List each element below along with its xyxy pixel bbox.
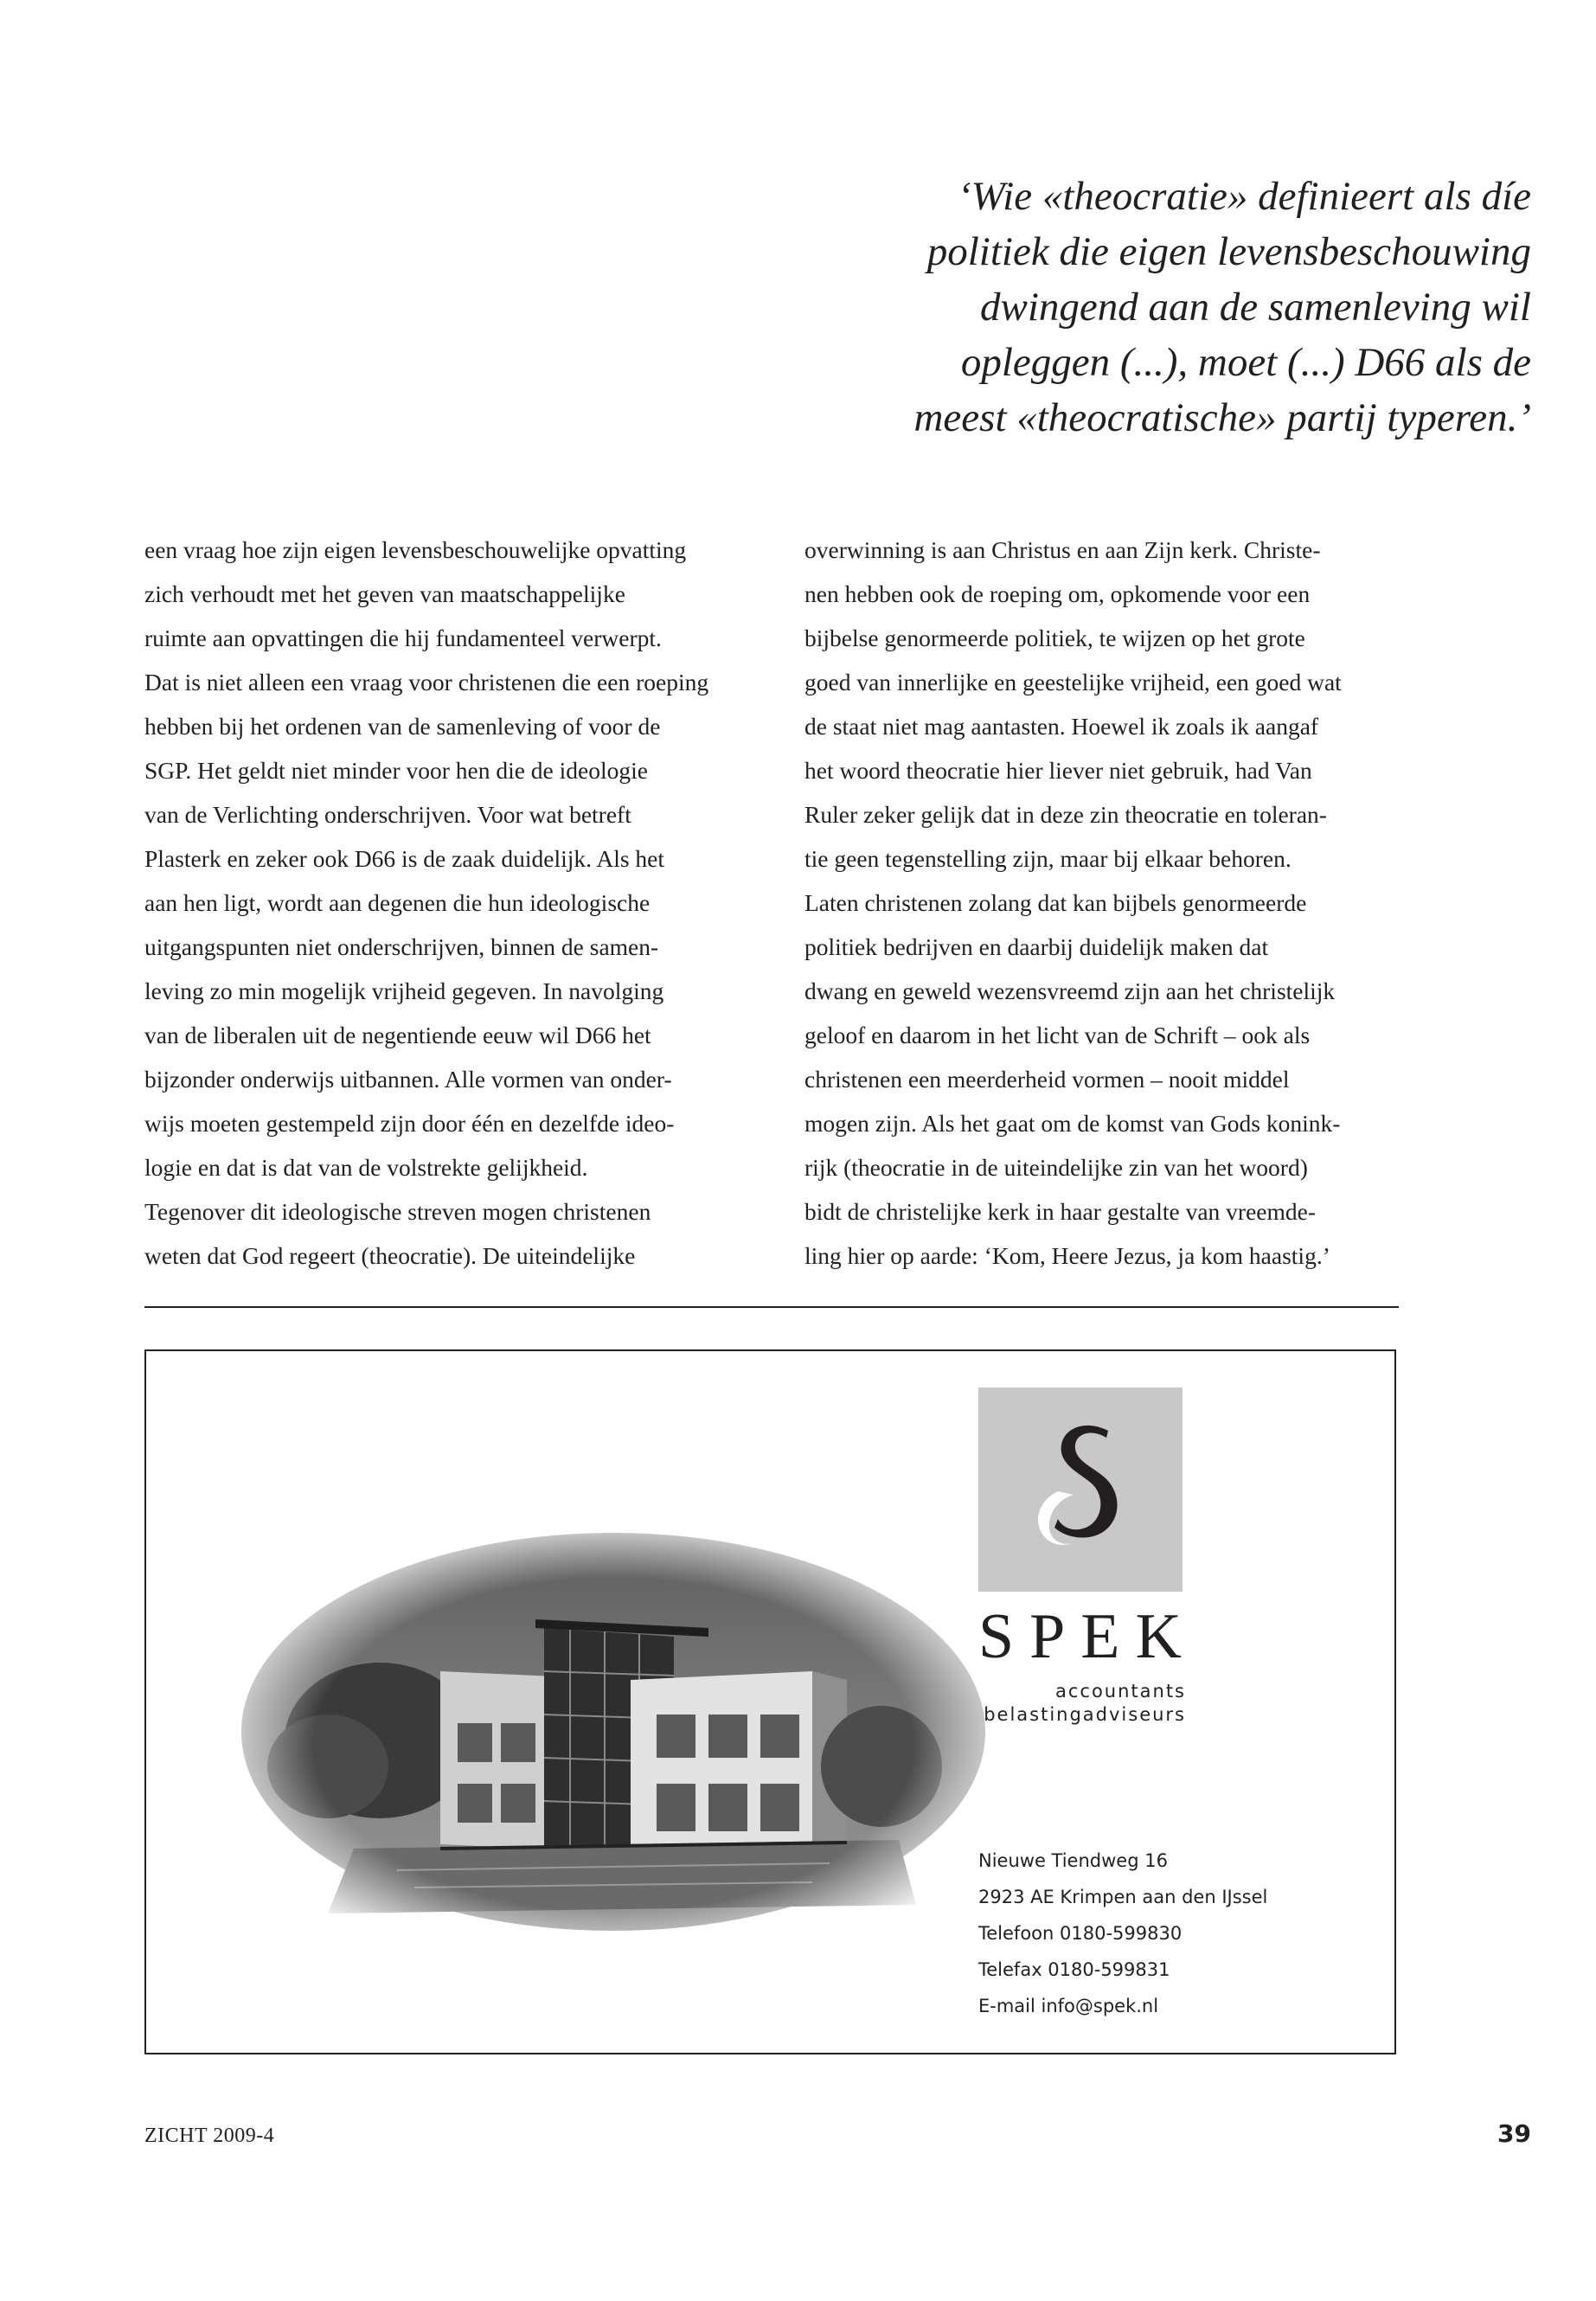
text-line: ling hier op aarde: ‘Kom, Heere Jezus, ja kom haastig.’ — [804, 1242, 1330, 1269]
city-line: 2923 AE Krimpen aan den IJssel — [978, 1887, 1268, 1907]
spek-s-monogram-icon — [978, 1388, 1183, 1592]
pull-quote-line: ‘Wie «theocratie» definieert als díe — [957, 174, 1531, 219]
pull-quote-line: opleggen (...), moet (...) D66 als de — [960, 340, 1531, 385]
text-line: uitgangspunten niet onderschrijven, binnen de samen- — [144, 933, 659, 960]
text-line: het woord theocratie hier liever niet gebruik, had Van — [804, 757, 1312, 784]
text-line: nen hebben ook de roeping om, opkomende voor een — [804, 580, 1311, 607]
text-line: van de liberalen uit de negentiende eeuw wil D66 het — [144, 1022, 651, 1048]
fax-line: Telefax 0180-599831 — [978, 1959, 1170, 1980]
text-line: bijbelse genormeerde politiek, te wijzen op het grote — [804, 625, 1305, 651]
text-line: bijzonder onderwijs uitbannen. Alle vormen van onder- — [144, 1066, 672, 1093]
tagline-line: accountants — [1054, 1681, 1186, 1702]
pull-quote-line: politiek die eigen levensbeschouwing — [926, 229, 1531, 274]
text-line: van de Verlichting onderschrijven. Voor wat betreft — [144, 801, 631, 828]
text-line: zich verhoudt met het geven van maatschappelijke — [144, 580, 625, 607]
text-line: ruimte aan opvattingen die hij fundamenteel verwerpt. — [144, 625, 662, 651]
text-line: SGP. Het geldt niet minder voor hen die de ideologie — [144, 757, 648, 784]
text-line: logie en dat is dat van de volstrekte gelijkheid. — [144, 1154, 588, 1181]
page-number: 39 — [1497, 2119, 1531, 2148]
pull-quote — [813, 169, 1531, 445]
text-line: bidt de christelijke kerk in haar gestalte van vreemde- — [804, 1198, 1317, 1225]
text-line: Laten christenen zolang dat kan bijbels genormeerde — [804, 889, 1307, 916]
spek-logo-mark — [978, 1388, 1183, 1592]
text-line: mogen zijn. Als het gaat om de komst van Gods konink- — [804, 1110, 1341, 1137]
pull-quote-line: dwingend aan de samenleving wil — [979, 285, 1531, 330]
spek-advertisement — [144, 1349, 1396, 2054]
text-line: Tegenover dit ideologische streven mogen christenen — [144, 1198, 651, 1225]
email-line[interactable]: E-mail info@spek.nl — [978, 1996, 1159, 2016]
text-line: weten dat God regeert (theocratie). De uiteindelijke — [144, 1242, 636, 1269]
body-text-left-column — [144, 528, 750, 1278]
text-line: leving zo min mogelijk vrijheid gegeven. In navolging — [144, 977, 664, 1004]
tagline-line: belastingadviseurs — [984, 1704, 1186, 1725]
body-text-right-column — [804, 528, 1410, 1278]
text-line: geloof en daarom in het licht van de Schrift – ook als — [804, 1022, 1311, 1048]
text-line: tie geen tegenstelling zijn, maar bij elkaar behoren. — [804, 845, 1292, 872]
address-line: Nieuwe Tiendweg 16 — [978, 1850, 1168, 1871]
text-line: goed van innerlijke en geestelijke vrijheid, een goed wat — [804, 669, 1342, 695]
office-building-illustration — [224, 1507, 1003, 1939]
text-line: rijk (theocratie in de uiteindelijke zin van het woord) — [804, 1154, 1308, 1181]
text-line: overwinning is aan Christus en aan Zijn kerk. Christe- — [804, 536, 1321, 563]
text-line: de staat niet mag aantasten. Hoewel ik zoals ik aangaf — [804, 713, 1319, 740]
contact-details — [978, 1843, 1267, 2024]
text-line: dwang en geweld wezensvreemd zijn aan het christelijk — [804, 977, 1336, 1004]
brand-name: SPEK — [978, 1601, 1197, 1672]
publication-footer: ZICHT 2009-4 — [144, 2125, 275, 2147]
pull-quote-line: meest «theocratische» partij typeren.’ — [913, 395, 1531, 440]
text-line: politiek bedrijven en daarbij duidelijk maken dat — [804, 933, 1269, 960]
text-line: hebben bij het ordenen van de samenleving of voor de — [144, 713, 661, 740]
text-line: christenen een meerderheid vormen – nooit middel — [804, 1066, 1290, 1093]
text-line: Plasterk en zeker ook D66 is de zaak duidelijk. Als het — [144, 845, 665, 872]
section-divider — [144, 1306, 1399, 1308]
text-line: Ruler zeker gelijk dat in deze zin theocratie en toleran- — [804, 801, 1327, 828]
brand-tagline — [978, 1680, 1186, 1727]
text-line: een vraag hoe zijn eigen levensbeschouwelijke opvatting — [144, 536, 687, 563]
text-line: Dat is niet alleen een vraag voor christenen die een roeping — [144, 669, 709, 695]
phone-line: Telefoon 0180-599830 — [978, 1923, 1183, 1944]
text-line: aan hen ligt, wordt aan degenen die hun ideologische — [144, 889, 651, 916]
text-line: wijs moeten gestempeld zijn door één en dezelfde ideo- — [144, 1110, 675, 1137]
